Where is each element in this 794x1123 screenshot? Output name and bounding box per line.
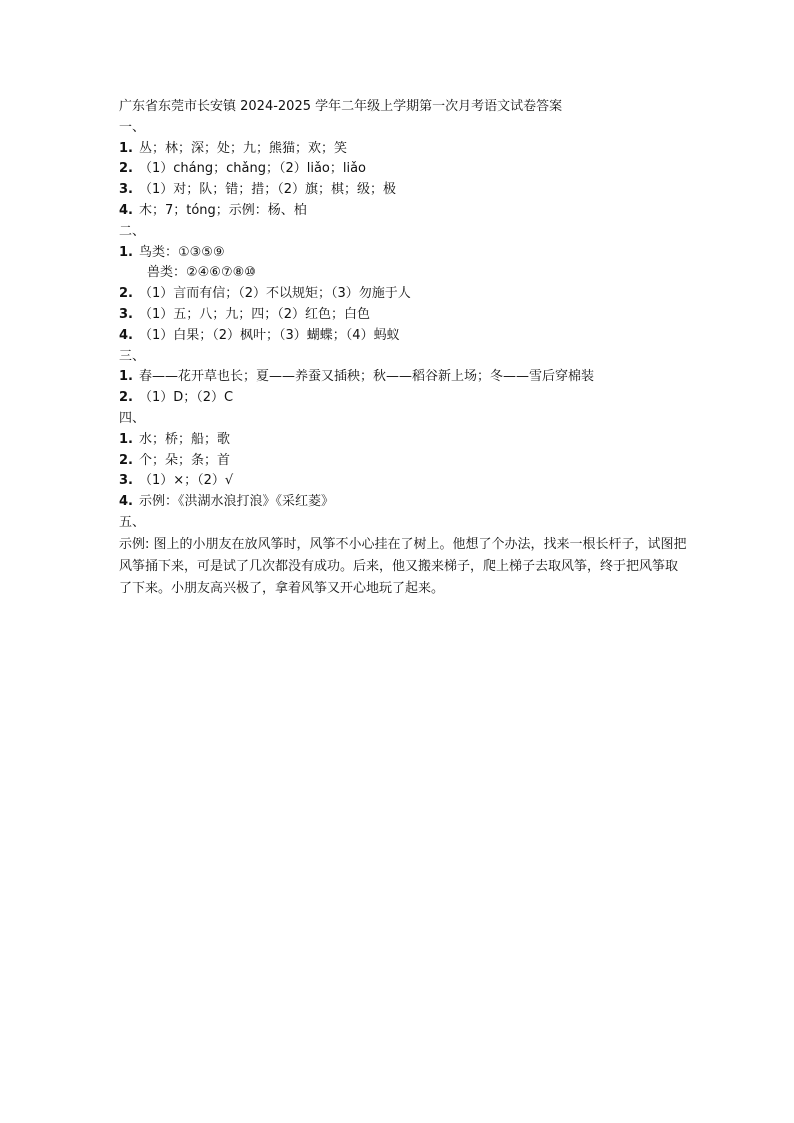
item-answer: （1）言而有信；（2）不以规矩；（3）勿施于人 <box>138 286 411 302</box>
item-answer: 木；7；tóng；示例：杨、柏 <box>138 202 307 218</box>
answer-item <box>119 367 689 388</box>
item-number: 4. <box>119 202 133 218</box>
answer-item <box>119 159 689 180</box>
item-answer: 春——花开草也长；夏——养蚕又插秧；秋——稻谷新上场；冬——雪后穿棉装 <box>138 369 594 385</box>
section-heading: 二、 <box>119 223 146 239</box>
item-number: 1. <box>119 369 133 385</box>
item-answer: 鸟类：①③⑤⑨ <box>138 244 225 260</box>
answer-item <box>119 201 689 222</box>
item-answer: （1）五；八；九；四；（2）红色；白色 <box>138 306 371 322</box>
item-number: 4. <box>119 327 133 343</box>
example-paragraph: 示例: 图上的小朋友在放风筝时，风筝不小心挂在了树上。他想了个办法，找来一根长杆子，试图把风筝捅下来，可是试了几次都没有成功。后来，他又搬来梯子，爬上梯子去取风筝，终于把风筝取了下来。小朋友高兴极了，拿着风筝又开心地玩了起来。 <box>119 536 687 596</box>
answer-item <box>119 492 689 513</box>
item-answer: （1）×；（2）√ <box>138 473 234 489</box>
item-answer: （1）白果；（2）枫叶；（3）蝴蝶；（4）蚂蚁 <box>138 327 400 343</box>
item-answer: （1）D；（2）C <box>138 390 234 406</box>
item-number: 3. <box>119 306 133 322</box>
section-heading: 一、 <box>119 119 146 135</box>
item-answer: （1）对；队；错；措；（2）旗；棋；级；极 <box>138 182 397 198</box>
answer-item <box>119 388 689 409</box>
answer-item <box>119 451 689 472</box>
item-number: 2. <box>119 286 133 302</box>
section-heading: 三、 <box>119 348 146 364</box>
item-number: 2. <box>119 452 133 468</box>
answer-item <box>119 139 689 160</box>
answer-item <box>119 180 689 201</box>
item-number: 2. <box>119 161 133 177</box>
item-number: 1. <box>119 140 133 156</box>
answer-item <box>119 326 689 347</box>
answer-item-continuation <box>119 263 689 284</box>
item-number: 2. <box>119 390 133 406</box>
document-title: 广东省东莞市长安镇 2024-2025 学年二年级上学期第一次月考语文试卷答案 <box>119 99 563 114</box>
item-answer: 丛；林；深；处；九；熊猫；欢；笑 <box>138 140 347 156</box>
answer-item <box>119 284 689 305</box>
answer-document <box>119 97 689 600</box>
item-answer: 个；朵；条；首 <box>138 452 230 468</box>
section-heading: 四、 <box>119 410 146 426</box>
item-number: 1. <box>119 431 133 447</box>
answer-item <box>119 243 689 264</box>
answer-item <box>119 471 689 492</box>
item-answer: （1）cháng；chǎng；（2）liǎo；liǎo <box>138 161 367 177</box>
item-answer: 示例：《洪湖水浪打浪》《采红菱》 <box>138 494 334 510</box>
item-answer: 水；桥；船；歌 <box>138 431 230 447</box>
section-heading: 五、 <box>119 514 146 530</box>
answer-item <box>119 305 689 326</box>
item-number: 1. <box>119 244 133 260</box>
item-number: 3. <box>119 182 133 198</box>
item-number: 3. <box>119 473 133 489</box>
item-number: 4. <box>119 494 133 510</box>
answer-item <box>119 430 689 451</box>
item-answer: 兽类：②④⑥⑦⑧⑩ <box>147 265 256 281</box>
